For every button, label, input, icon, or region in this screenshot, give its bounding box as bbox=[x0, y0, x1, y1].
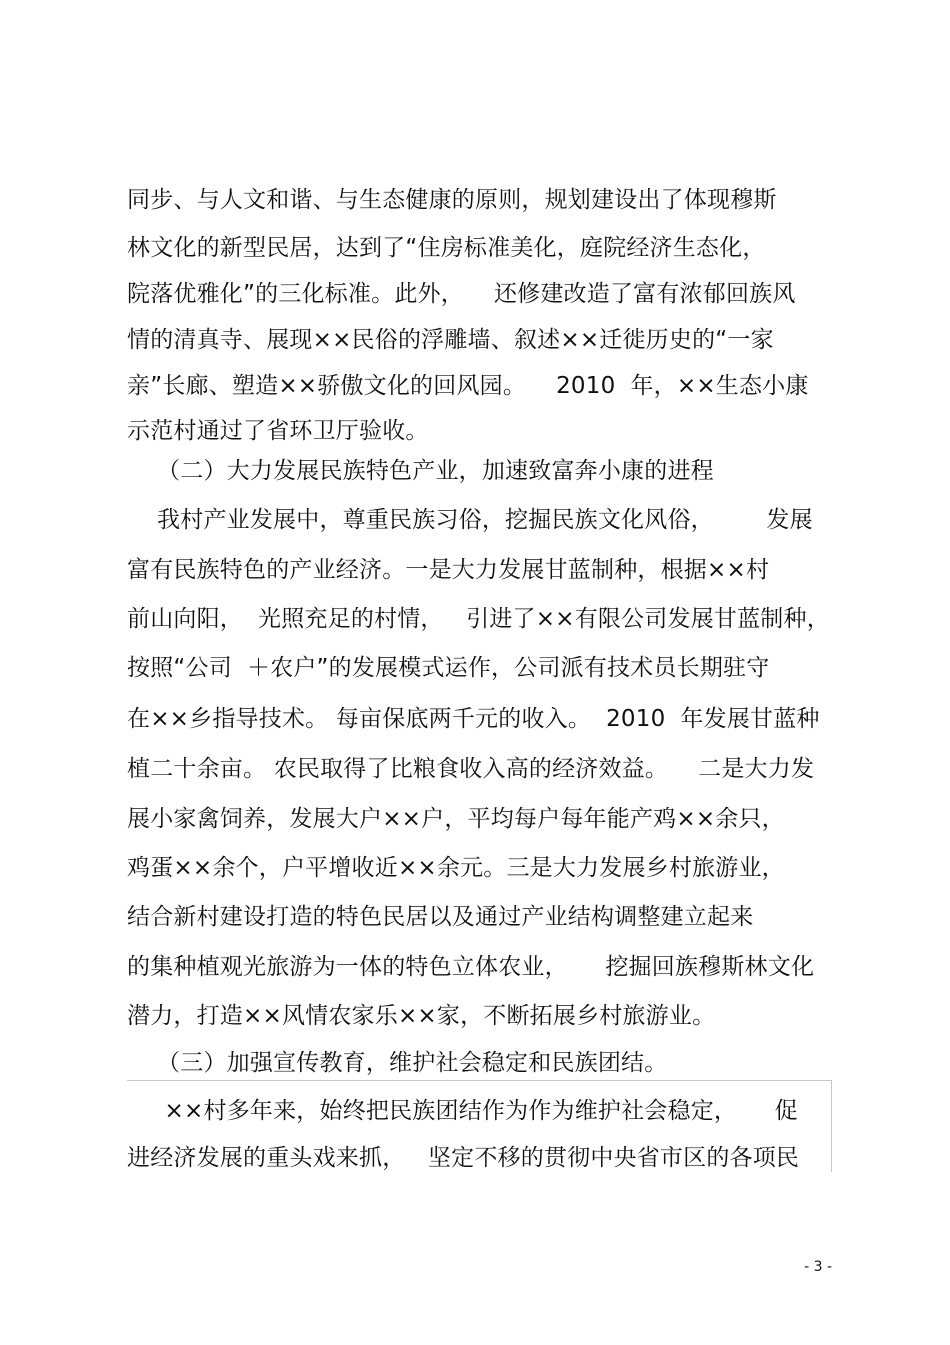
section-heading-3: （三）加强宣传教育，维护社会稳定和民族团结。 bbox=[127, 1050, 668, 1076]
body-line-20: ××村多年来，始终把民族团结作为作为维护社会稳定， 促 bbox=[127, 1098, 798, 1124]
body-line-21: 进经济发展的重头戏来抓， 坚定不移的贯彻中央省市区的各项民 bbox=[127, 1145, 800, 1171]
body-line-4: 情的清真寺、展现××民俗的浮雕墙、叙述××迁徙历史的“一家 bbox=[127, 327, 774, 353]
body-line-15: 鸡蛋××余个，户平增收近××余元。三是大力发展乡村旅游业， bbox=[127, 855, 785, 881]
body-line-18: 潜力，打造××风情农家乐××家，不断拓展乡村旅游业。 bbox=[127, 1003, 716, 1029]
body-line-5: 亲”长廊、塑造××骄傲文化的回风园。 2010 年，××生态小康 bbox=[127, 373, 809, 399]
body-line-13: 植二十余亩。 农民取得了比粮食收入高的经济效益。 二是大力发 bbox=[127, 756, 815, 782]
body-line-17: 的集种植观光旅游为一体的特色立体农业， 挖掘回族穆斯林文化 bbox=[127, 954, 815, 980]
frame-rule-right bbox=[831, 1080, 832, 1172]
body-line-16: 结合新村建设打造的特色民居以及通过产业结构调整建立起来 bbox=[127, 904, 754, 930]
body-line-1: 同步、与人文和谐、与生态健康的原则，规划建设出了体现穆斯 bbox=[127, 187, 777, 213]
body-line-11: 按照“公司 ＋农户”的发展模式运作，公司派有技术员长期驻守 bbox=[127, 655, 770, 681]
body-line-3: 院落优雅化”的三化标准。此外， 还修建改造了富有浓郁回族风 bbox=[127, 281, 796, 307]
body-line-2: 林文化的新型民居，达到了“住房标准美化，庭院经济生态化， bbox=[127, 235, 766, 261]
body-line-10: 前山向阳， 光照充足的村情， 引进了××有限公司发展甘蓝制种， bbox=[127, 606, 830, 632]
body-line-12: 在××乡指导技术。 每亩保底两千元的收入。 2010 年发展甘蓝种 bbox=[127, 706, 820, 732]
body-line-8: 我村产业发展中，尊重民族习俗，挖掘民族文化风俗， 发展 bbox=[127, 507, 813, 533]
page-number: - 3 - bbox=[804, 1259, 832, 1275]
body-line-6: 示范村通过了省环卫厅验收。 bbox=[127, 418, 429, 444]
frame-rule-top bbox=[127, 1080, 831, 1081]
body-line-14: 展小家禽饲养，发展大户××户，平均每户每年能产鸡××余只， bbox=[127, 806, 785, 832]
body-line-9: 富有民族特色的产业经济。一是大力发展甘蓝制种，根据××村 bbox=[127, 557, 770, 583]
section-heading-2: （二）大力发展民族特色产业，加速致富奔小康的进程 bbox=[127, 458, 714, 484]
